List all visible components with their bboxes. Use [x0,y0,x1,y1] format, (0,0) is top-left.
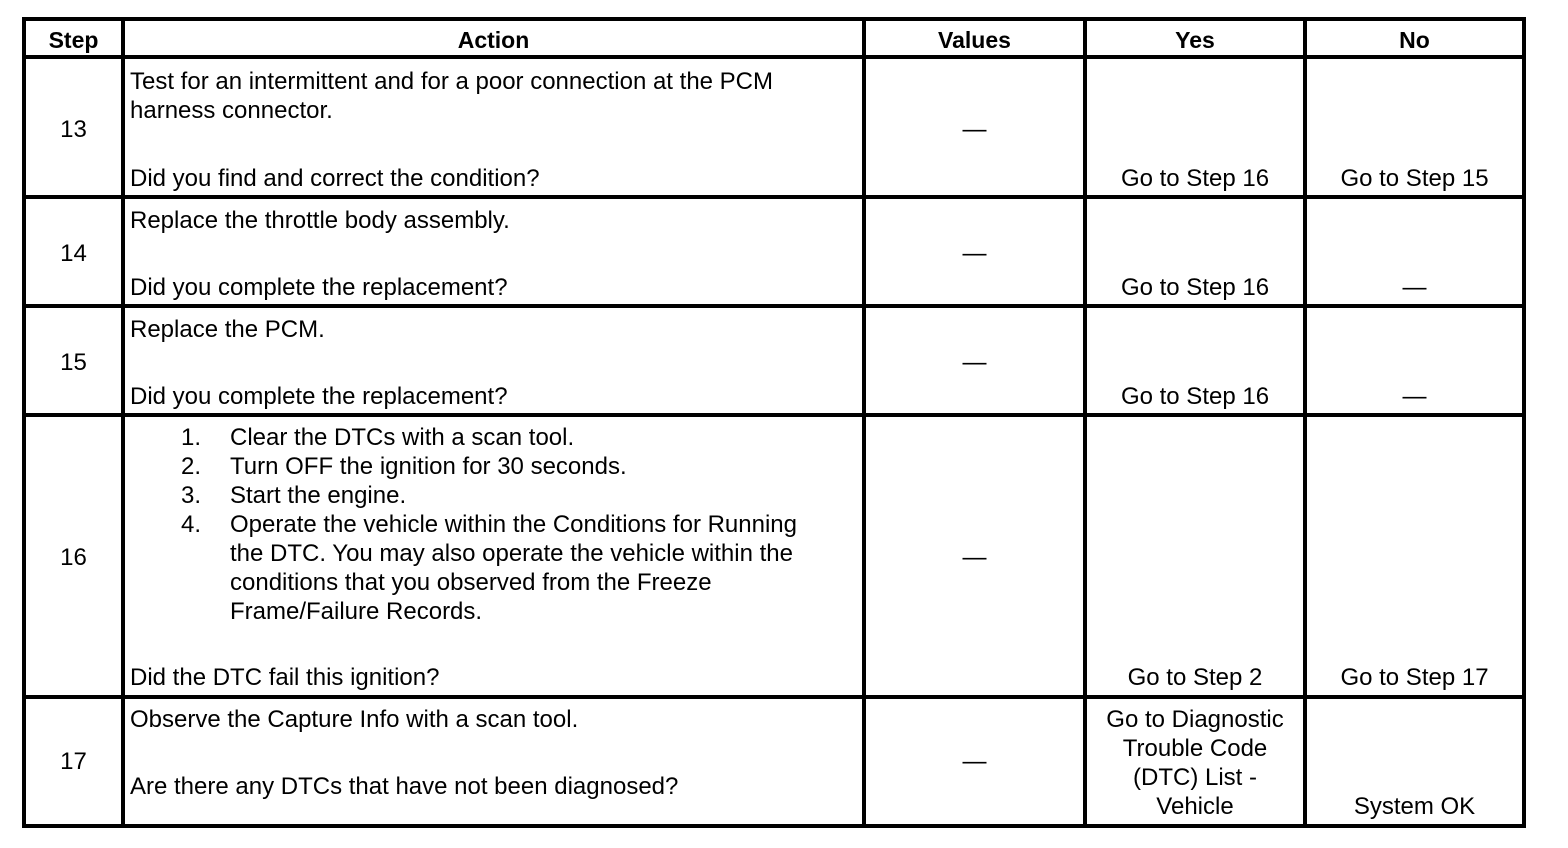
row-divider [22,195,1526,199]
procedure-item [130,510,858,626]
action-question: Did you complete the replacement? [130,383,508,410]
no-cell: System OK [1353,793,1476,820]
column-divider [121,17,125,828]
yes-cell-line: (DTC) List - [1133,764,1257,791]
values-cell: — [962,240,987,267]
procedure-item [130,423,858,452]
yes-cell [1087,705,1303,821]
action-question: Are there any DTCs that have not been diagnosed? [130,773,679,800]
header-action: Action [457,27,530,53]
no-cell: Go to Step 15 [1340,165,1489,192]
yes-cell-line: Go to Diagnostic [1106,706,1284,733]
yes-cell: Go to Step 16 [1120,383,1270,410]
step-number: 17 [60,748,87,775]
yes-cell: Go to Step 16 [1120,274,1270,301]
procedure-item-line: Clear the DTCs with a scan tool. [230,424,575,451]
step-number: 13 [60,116,87,143]
action-text: Replace the PCM. [130,316,325,343]
action-text: Replace the throttle body assembly. [130,207,510,234]
row-divider [22,55,1526,59]
procedure-list [130,423,858,626]
action-question: Did you find and correct the condition? [130,165,540,192]
procedure-item-line: Start the engine. [230,482,407,509]
values-cell: — [962,116,987,143]
values-cell: — [962,544,987,571]
procedure-item-number: 3. [181,482,202,509]
action-question: Did the DTC fail this ignition? [130,664,440,691]
action-text [130,67,858,125]
procedure-item [130,481,858,510]
procedure-item-line: Operate the vehicle within the Conditions for Running [230,511,797,538]
row-divider [22,695,1526,699]
step-number: 16 [60,544,87,571]
row-divider [22,304,1526,308]
diagnostic-table [22,17,1526,828]
procedure-item-line: the DTC. You may also operate the vehicle within the [230,540,793,567]
yes-cell: Go to Step 2 [1127,664,1263,691]
step-number: 15 [60,349,87,376]
procedure-item-line: conditions that you observed from the Freeze [230,569,712,596]
header-values: Values [938,27,1011,53]
no-cell: — [1402,274,1427,301]
yes-cell: Go to Step 16 [1120,165,1270,192]
action-line: harness connector. [130,97,333,124]
step-number: 14 [60,240,87,267]
procedure-item-line: Turn OFF the ignition for 30 seconds. [230,453,627,480]
header-no: No [1399,27,1430,53]
procedure-item-number: 4. [181,511,202,538]
procedure-item-line: Frame/Failure Records. [230,598,483,625]
row-divider [22,413,1526,417]
procedure-item-number: 2. [181,453,202,480]
column-divider [1303,17,1307,828]
procedure-item-number: 1. [181,424,202,451]
yes-cell-line: Trouble Code [1122,735,1268,762]
no-cell: Go to Step 17 [1340,664,1489,691]
header-step: Step [48,27,99,53]
header-yes: Yes [1175,27,1215,53]
values-cell: — [962,748,987,775]
procedure-item [130,452,858,481]
values-cell: — [962,349,987,376]
no-cell: — [1402,383,1427,410]
action-line: Test for an intermittent and for a poor connection at the PCM [130,68,774,95]
yes-cell-line: Vehicle [1156,793,1234,820]
action-question: Did you complete the replacement? [130,274,508,301]
action-text: Observe the Capture Info with a scan tool. [130,706,579,733]
